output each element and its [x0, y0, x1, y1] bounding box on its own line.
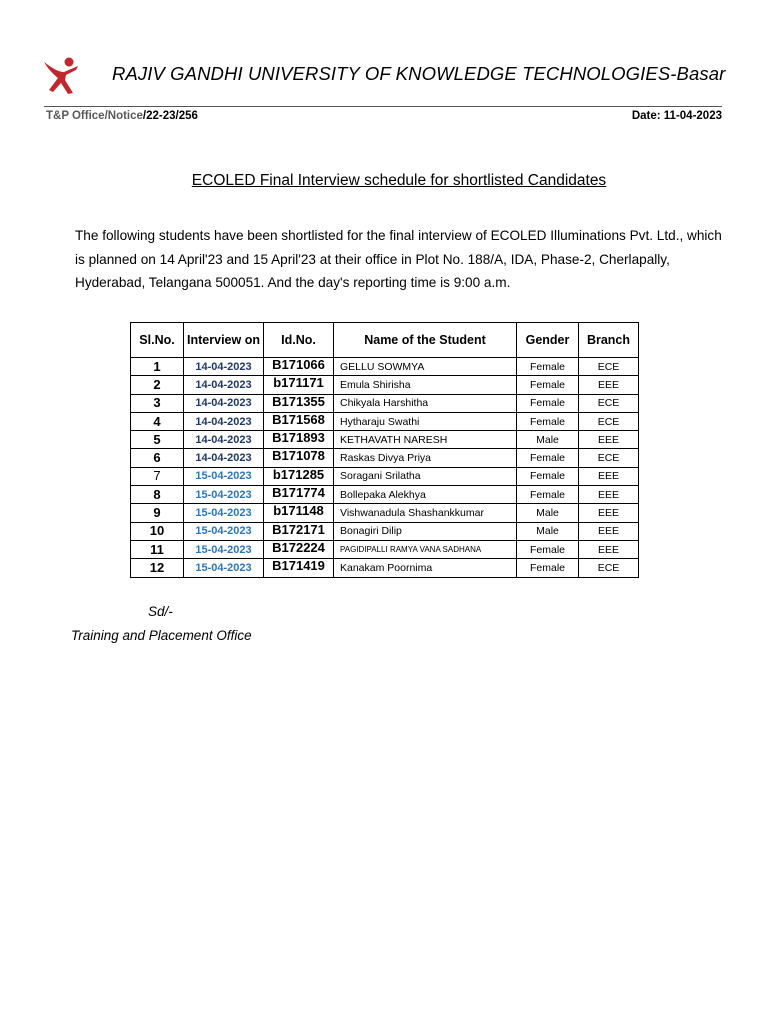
notice-date: Date: 11-04-2023	[631, 110, 722, 122]
cell-gender: Female	[517, 412, 579, 430]
cell-student-name: Bollepaka Alekhya	[334, 486, 517, 504]
cell-branch: ECE	[579, 358, 639, 376]
ref-prefix: T&P Office/Notice	[46, 110, 143, 122]
cell-gender: Male	[517, 522, 579, 540]
cell-slno: 8	[131, 486, 184, 504]
interview-schedule-table	[130, 322, 639, 578]
cell-interview-date: 15-04-2023	[184, 522, 264, 540]
col-header-gender: Gender	[517, 323, 579, 358]
cell-interview-date: 14-04-2023	[184, 412, 264, 430]
cell-id: B171774	[264, 486, 334, 504]
cell-id: B171893	[264, 431, 334, 449]
cell-id: b171171	[264, 376, 334, 394]
cell-interview-date: 15-04-2023	[184, 467, 264, 485]
cell-gender: Female	[517, 559, 579, 577]
table-row	[131, 449, 639, 467]
cell-gender: Female	[517, 449, 579, 467]
table-row	[131, 504, 639, 522]
notice-reference	[46, 110, 198, 122]
cell-branch: ECE	[579, 412, 639, 430]
cell-slno: 5	[131, 431, 184, 449]
cell-gender: Male	[517, 504, 579, 522]
table-row	[131, 467, 639, 485]
table-row	[131, 486, 639, 504]
cell-interview-date: 15-04-2023	[184, 540, 264, 558]
cell-gender: Male	[517, 431, 579, 449]
cell-branch: EEE	[579, 522, 639, 540]
university-name: RAJIV GANDHI UNIVERSITY OF KNOWLEDGE TECHNOLOGIES	[112, 63, 671, 84]
cell-student-name: PAGIDIPALLI RAMYA VANA SADHANA	[334, 540, 517, 558]
cell-interview-date: 14-04-2023	[184, 394, 264, 412]
cell-student-name: Raskas Divya Priya	[334, 449, 517, 467]
cell-branch: EEE	[579, 540, 639, 558]
ref-number: /22-23/256	[142, 110, 198, 122]
notice-body: The following students have been shortlisted for the final interview of ECOLED Illuminations Pvt. Ltd., which is planned on 14 April'23 and 15 April'23 at their office in Plot No. 188/A, IDA, Phase-2, Cherlapally, Hyderabad, Telangana 500051. And the day's reporting time is 9:00 a.m.	[75, 228, 722, 290]
cell-slno: 6	[131, 449, 184, 467]
cell-branch: EEE	[579, 486, 639, 504]
cell-id: B172224	[264, 540, 334, 558]
university-logo-icon	[42, 56, 82, 96]
cell-branch: ECE	[579, 449, 639, 467]
table-row	[131, 540, 639, 558]
cell-id: b171148	[264, 504, 334, 522]
cell-branch: EEE	[579, 376, 639, 394]
col-header-interview-on: Interview on	[184, 323, 264, 358]
cell-interview-date: 14-04-2023	[184, 431, 264, 449]
table-row	[131, 559, 639, 577]
cell-slno: 3	[131, 394, 184, 412]
cell-interview-date: 14-04-2023	[184, 376, 264, 394]
cell-slno: 1	[131, 358, 184, 376]
cell-interview-date: 14-04-2023	[184, 358, 264, 376]
cell-student-name: GELLU SOWMYA	[334, 358, 517, 376]
table-row	[131, 394, 639, 412]
reference-line	[46, 110, 722, 122]
cell-slno: 9	[131, 504, 184, 522]
university-title	[112, 63, 725, 85]
cell-id: B171419	[264, 559, 334, 577]
cell-branch: ECE	[579, 394, 639, 412]
cell-student-name: Bonagiri Dilip	[334, 522, 517, 540]
table-row	[131, 431, 639, 449]
cell-slno: 12	[131, 559, 184, 577]
cell-gender: Female	[517, 486, 579, 504]
cell-gender: Female	[517, 540, 579, 558]
cell-interview-date: 15-04-2023	[184, 559, 264, 577]
cell-slno: 11	[131, 540, 184, 558]
cell-gender: Female	[517, 358, 579, 376]
cell-student-name: Chikyala Harshitha	[334, 394, 517, 412]
cell-branch: ECE	[579, 559, 639, 577]
notice-title: ECOLED Final Interview schedule for shortlisted Candidates	[191, 172, 607, 189]
cell-slno: 2	[131, 376, 184, 394]
campus-suffix: -Basar	[670, 63, 726, 84]
cell-branch: EEE	[579, 431, 639, 449]
cell-slno: 4	[131, 412, 184, 430]
table-header-row	[131, 323, 639, 358]
col-header-slno: Sl.No.	[131, 323, 184, 358]
cell-student-name: Emula Shirisha	[334, 376, 517, 394]
cell-student-name: Hytharaju Swathi	[334, 412, 517, 430]
col-header-branch: Branch	[579, 323, 639, 358]
cell-student-name: Soragani Srilatha	[334, 467, 517, 485]
cell-student-name: KETHAVATH NARESH	[334, 431, 517, 449]
header-divider	[44, 106, 722, 107]
cell-gender: Female	[517, 376, 579, 394]
table-row	[131, 376, 639, 394]
cell-interview-date: 14-04-2023	[184, 449, 264, 467]
signature-office: Training and Placement Office	[71, 628, 252, 643]
cell-branch: EEE	[579, 467, 639, 485]
cell-id: B172171	[264, 522, 334, 540]
cell-branch: EEE	[579, 504, 639, 522]
cell-interview-date: 15-04-2023	[184, 504, 264, 522]
cell-student-name: Kanakam Poornima	[334, 559, 517, 577]
cell-id: B171568	[264, 412, 334, 430]
signature-mark: Sd/-	[148, 604, 173, 619]
table-row	[131, 522, 639, 540]
table-row	[131, 358, 639, 376]
cell-id: b171285	[264, 467, 334, 485]
cell-gender: Female	[517, 394, 579, 412]
table-row	[131, 412, 639, 430]
col-header-name: Name of the Student	[334, 323, 517, 358]
cell-slno: 7	[131, 467, 184, 485]
cell-id: B171078	[264, 449, 334, 467]
cell-id: B171066	[264, 358, 334, 376]
cell-student-name: Vishwanadula Shashankkumar	[334, 504, 517, 522]
cell-interview-date: 15-04-2023	[184, 486, 264, 504]
cell-id: B171355	[264, 394, 334, 412]
cell-gender: Female	[517, 467, 579, 485]
cell-slno: 10	[131, 522, 184, 540]
col-header-idno: Id.No.	[264, 323, 334, 358]
